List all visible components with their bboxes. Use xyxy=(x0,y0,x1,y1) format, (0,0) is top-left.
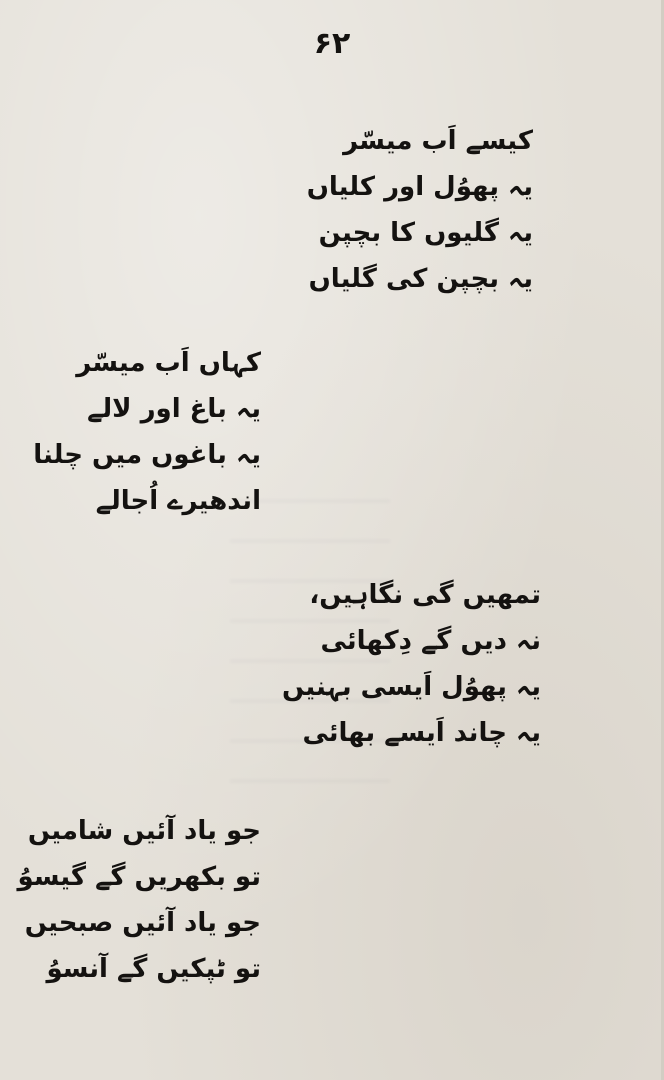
stanza-4 xyxy=(17,808,261,992)
verse-line: کیسے اَب میسّر xyxy=(343,126,533,156)
stanza-3 xyxy=(282,572,541,756)
page-number: ۶۲ xyxy=(313,26,351,61)
stanza-2 xyxy=(21,340,261,524)
verse-line: یہ باغ اور لالے xyxy=(87,394,261,424)
verse-line: یہ پھوُل اَیسی بہنیں xyxy=(282,672,541,702)
verse-line: تو ٹپکیں گے آنسوُ xyxy=(46,954,261,984)
verse-line: کہاں اَب میسّر xyxy=(76,348,261,378)
stanza-1 xyxy=(293,118,533,302)
verse-line: یہ باغوں میں چلنا xyxy=(33,440,261,470)
verse-line: جو یاد آئیں صبحیں xyxy=(24,908,261,938)
verse-line: نہ دیں گے دِکھائی xyxy=(320,626,541,656)
verse-line: اندھیرے اُجالے xyxy=(95,486,261,516)
verse-line: تو بکھریں گے گیسوُ xyxy=(17,862,261,892)
verse-line: یہ پھوُل اور کلیاں xyxy=(306,172,533,202)
verse-line: یہ بچپن کی گلیاں xyxy=(308,264,533,294)
verse-line: یہ چاند اَیسے بھائی xyxy=(302,718,541,748)
verse-line: یہ گلیوں کا بچپن xyxy=(318,218,533,248)
verse-line: جو یاد آئیں شامیں xyxy=(27,816,261,846)
verse-line: تمھیں گی نگاہیں، xyxy=(309,580,541,610)
